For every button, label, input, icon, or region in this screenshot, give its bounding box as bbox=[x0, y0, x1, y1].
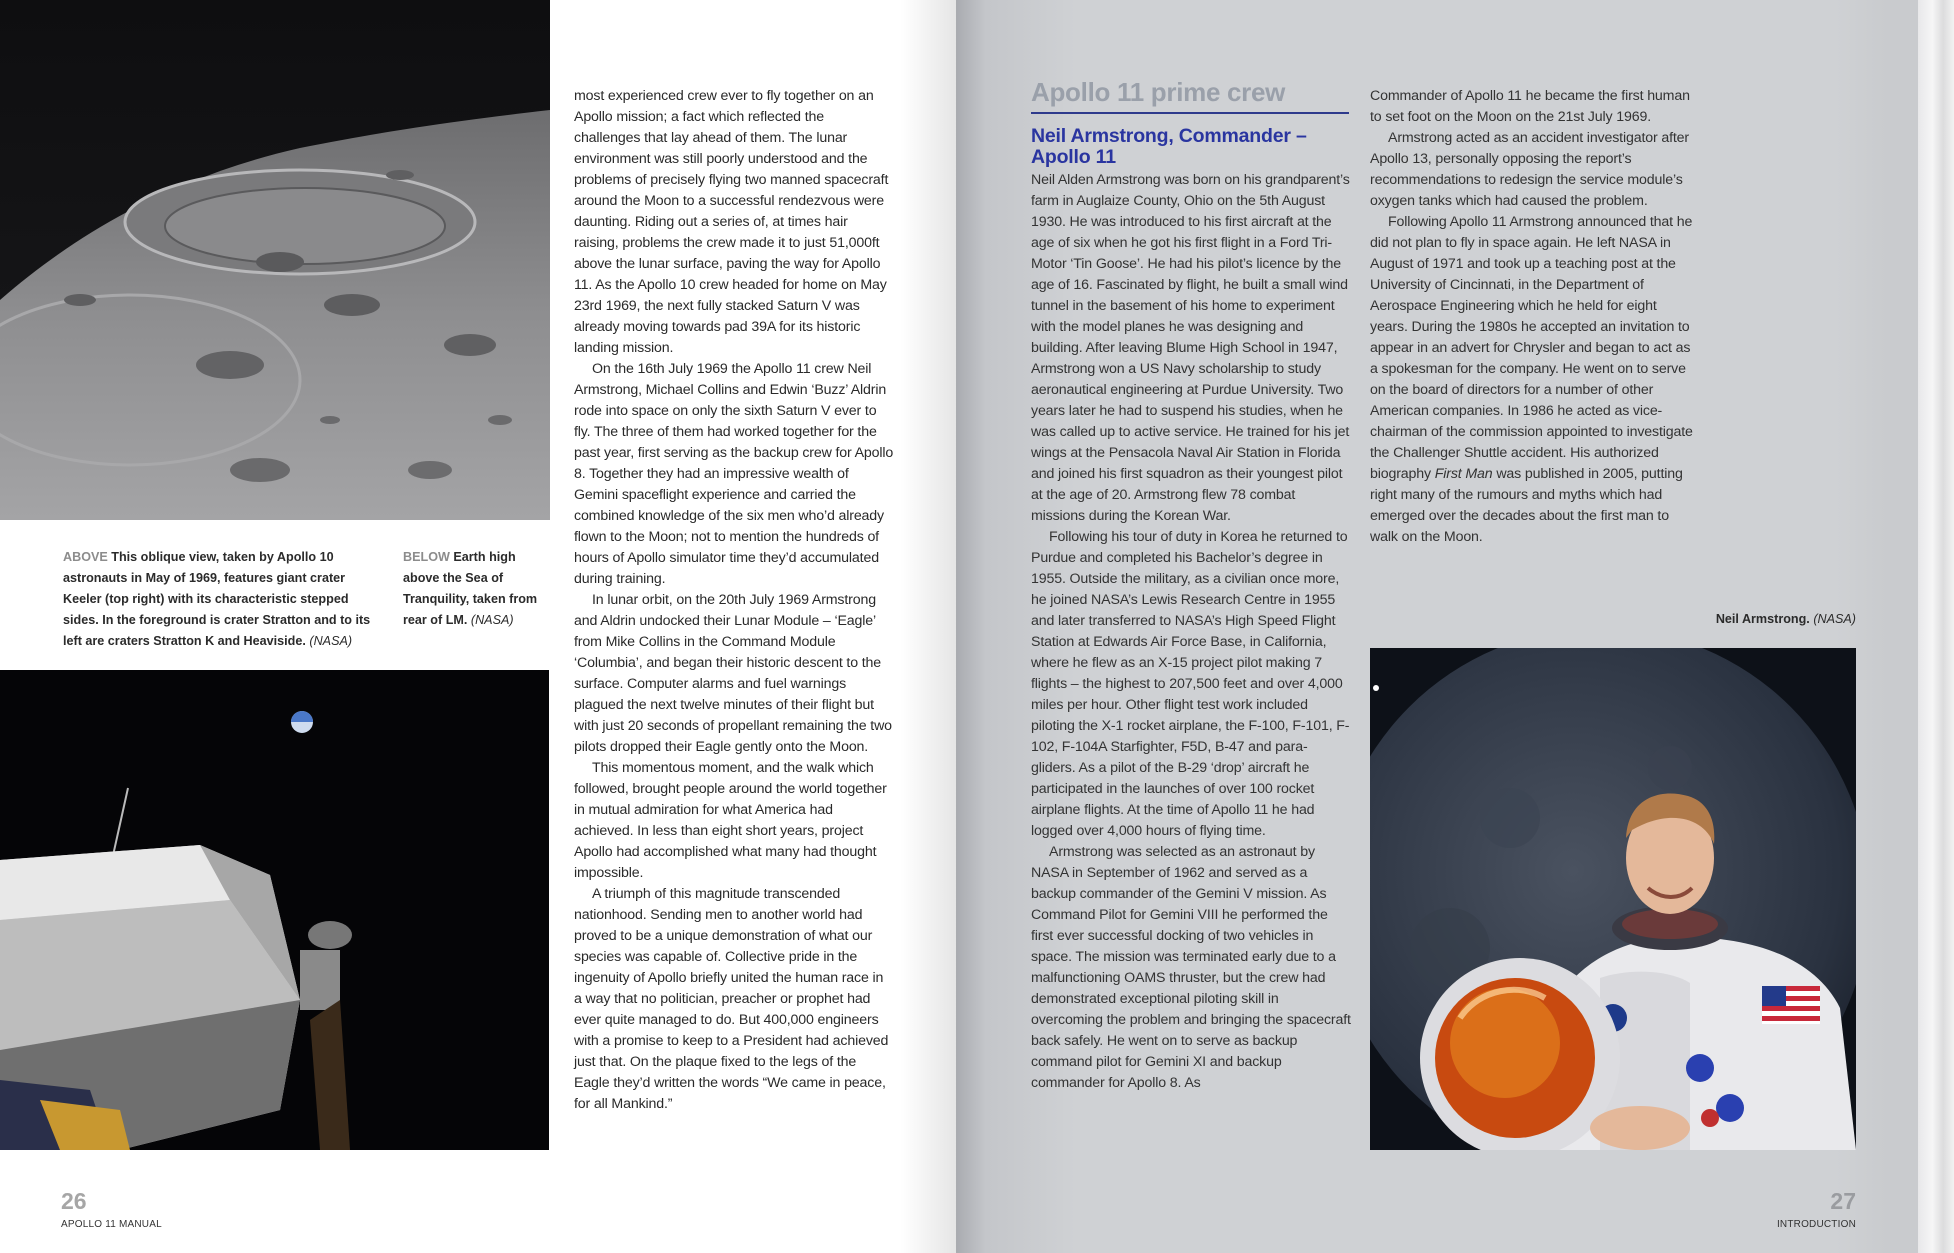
caption-below bbox=[403, 547, 543, 631]
body-paragraph: In lunar orbit, on the 20th July 1969 Armstrong and Aldrin undocked their Lunar Module – ‘Eagle’ from Mike Collins in the Command Module ‘Columbia’, and began their historic descent to the surface. Computer alarms and fuel warnings plagued the next twelve minutes of their flight but with just 20 seconds of propellant remaining the two pilots dropped their Eagle gently onto the Moon. bbox=[574, 592, 892, 755]
page-edge bbox=[1918, 0, 1954, 1253]
running-footer: APOLLO 11 MANUAL bbox=[61, 1219, 162, 1230]
caption-text: This oblique view, taken by Apollo 10 astronauts in May of 1969, features giant crater Keeler (top right) with its characteristic stepped sides. In the foreground is crater Stratton and to its left are craters Stratton K and Heaviside. bbox=[63, 550, 371, 648]
caption-text: Earth high above the Sea of Tranquility, taken from rear of LM. bbox=[403, 550, 538, 627]
body-paragraph: This momentous moment, and the walk which followed, brought people around the world together in mutual admiration for what America had achieved. In less than eight short years, project Apollo had accomplished what many had thought impossible. bbox=[574, 760, 887, 881]
section-title: Apollo 11 prime crew bbox=[1031, 77, 1349, 114]
book-title: First Man bbox=[1434, 466, 1493, 482]
body-paragraph: Neil Alden Armstrong was born on his grandparent’s farm in Auglaize County, Ohio on the 5th August 1930. He was introduced to his first aircraft at the age of six when he got his first flight in a Ford Tri-Motor ‘Tin Goose’. He had his pilot’s licence by the age of 16. Fascinated by flight, he built a small wind tunnel in the basement of his home to experiment with the model planes he was designing and building. After leaving Blume High School in 1947, Armstrong won a US Navy scholarship to study aeronautical engineering at Purdue University. Two years later he had to suspend his studies, when he was called up to active service. He trained for his jet wings at the Pensacola Naval Air Station in Florida and joined his first squadron as their youngest pilot at the age of 20. Armstrong flew 78 combat missions during the Korean War. bbox=[1031, 172, 1350, 524]
body-paragraph: A triumph of this magnitude transcended nationhood. Sending men to another world had proved to be a unique demonstration of what our species was capable of. Collective pride in the ingenuity of Apollo briefly united the human race in a way that no politician, preacher or prophet had ever quite managed to do. But 400,000 engineers with a promise to keep to a President had achieved just that. On the plaque fixed to the legs of the Eagle they’d written the words “We came in peace, for all Mankind.” bbox=[574, 886, 889, 1112]
running-footer: INTRODUCTION bbox=[1776, 1219, 1856, 1230]
body-paragraph: Following his tour of duty in Korea he returned to Purdue and completed his Bachelor’s degree in 1955. Outside the military, as a civilian once more, he joined NASA’s Lewis Research Centre in 1955 and later transferred to NASA’s High Speed Flight Station at Edwards Air Force Base, in California, where he flew as an X-15 project pilot making 7 flights – the highest to 207,500 feet and over 4,000 miles per hour. Other flight test work included piloting the X-1 rocket airplane, the F-100, F-101, F-102, F-104A Starfighter, F5D, B-47 and para-gliders. As a pilot of the B-29 ‘drop’ aircraft he participated in the launches of over 100 rocket airplane flights. At the time of Apollo 11 he had logged over 4,000 hours of flying time. bbox=[1031, 529, 1350, 839]
right-body-column-1 bbox=[1031, 170, 1351, 1094]
caption-tag: ABOVE bbox=[63, 550, 108, 564]
body-paragraph bbox=[1370, 212, 1694, 548]
body-paragraph: Commander of Apollo 11 he became the first human to set foot on the Moon on the 21st July 1969. bbox=[1370, 88, 1690, 125]
portrait-credit: (NASA) bbox=[1813, 612, 1856, 626]
portrait-caption bbox=[1700, 612, 1856, 626]
caption-tag: BELOW bbox=[403, 550, 450, 564]
paragraph-text: Following Apollo 11 Armstrong announced that he did not plan to fly in space again. He left NASA in August of 1971 and took up a teaching post at the University of Cincinnati, in the Department of Aerospace Engineering which he held for eight years. During the 1980s he accepted an invitation to appear in an advert for Chrysler and began to act as a spokesman for the company. He went on to serve on the board of directors for a number of other American companies. In 1986 he acted as vice-chairman of the commission appointed to investigate the Challenger Shuttle accident. His authorized biography bbox=[1370, 214, 1693, 482]
caption-credit: (NASA) bbox=[470, 613, 514, 627]
portrait-caption-text: Neil Armstrong. bbox=[1715, 612, 1814, 626]
body-paragraph: most experienced crew ever to fly together on an Apollo mission; a fact which reflected the challenges that lay ahead of them. The lunar environment was still poorly understood and the problems of precisely flying two manned spacecraft around the Moon to a successful rendezvous were daunting. Riding out a series of, at times hair raising, problems the crew made it to just 51,000ft above the lunar surface, paving the way for Apollo 11. As the Apollo 10 crew headed for home on May 23rd 1969, the next fully stacked Saturn V was already moving towards pad 39A for its historic landing mission. bbox=[574, 88, 889, 356]
gutter-shadow bbox=[900, 0, 956, 1253]
page-number: 26 bbox=[61, 1188, 87, 1214]
paragraph-text: was published in 2005, putting right many of the rumours and myths which had emerged over the decades about the first man to walk on the Moon. bbox=[1370, 466, 1683, 545]
left-body-column bbox=[574, 86, 894, 1115]
right-body-column-2 bbox=[1370, 86, 1694, 548]
lunar-surface-photo bbox=[0, 0, 550, 520]
body-paragraph: On the 16th July 1969 the Apollo 11 crew Neil Armstrong, Michael Collins and Edwin ‘Buzz’ Aldrin rode into space on only the sixth Saturn V ever to fly. The three of them had worked together for the past year, first serving as the backup crew for Apollo 8. Together they had an impressive wealth of Gemini spaceflight experience and carried the combined knowledge of the six men who’d already flown to the Moon; not to mention the hundreds of hours of Apollo simulator time they’d accumulated during training. bbox=[574, 361, 894, 587]
caption-credit: (NASA) bbox=[309, 634, 353, 648]
lunar-module-photo bbox=[0, 670, 549, 1150]
caption-above bbox=[63, 547, 385, 652]
body-paragraph: Armstrong was selected as an astronaut by NASA in September of 1962 and served as a backup commander of the Gemini V mission. As Command Pilot for Gemini VIII he performed the first ever successful docking of two vehicles in space. The mission was terminated early due to a malfunctioning OAMS thruster, but the crew had demonstrated exceptional piloting skill in overcoming the problem and bringing the spacecraft back safely. He went on to serve as backup command pilot for Gemini XI and backup commander for Apollo 8. As bbox=[1031, 844, 1351, 1091]
subsection-title: Neil Armstrong, Commander – Apollo 11 bbox=[1031, 125, 1307, 168]
astronaut-portrait-photo bbox=[1370, 648, 1856, 1150]
page-number: 27 bbox=[1830, 1188, 1856, 1214]
body-paragraph: Armstrong acted as an accident investigator after Apollo 13, personally opposing the report’s recommendations to redesign the service module’s oxygen tanks which had caused the problem. bbox=[1370, 130, 1689, 209]
